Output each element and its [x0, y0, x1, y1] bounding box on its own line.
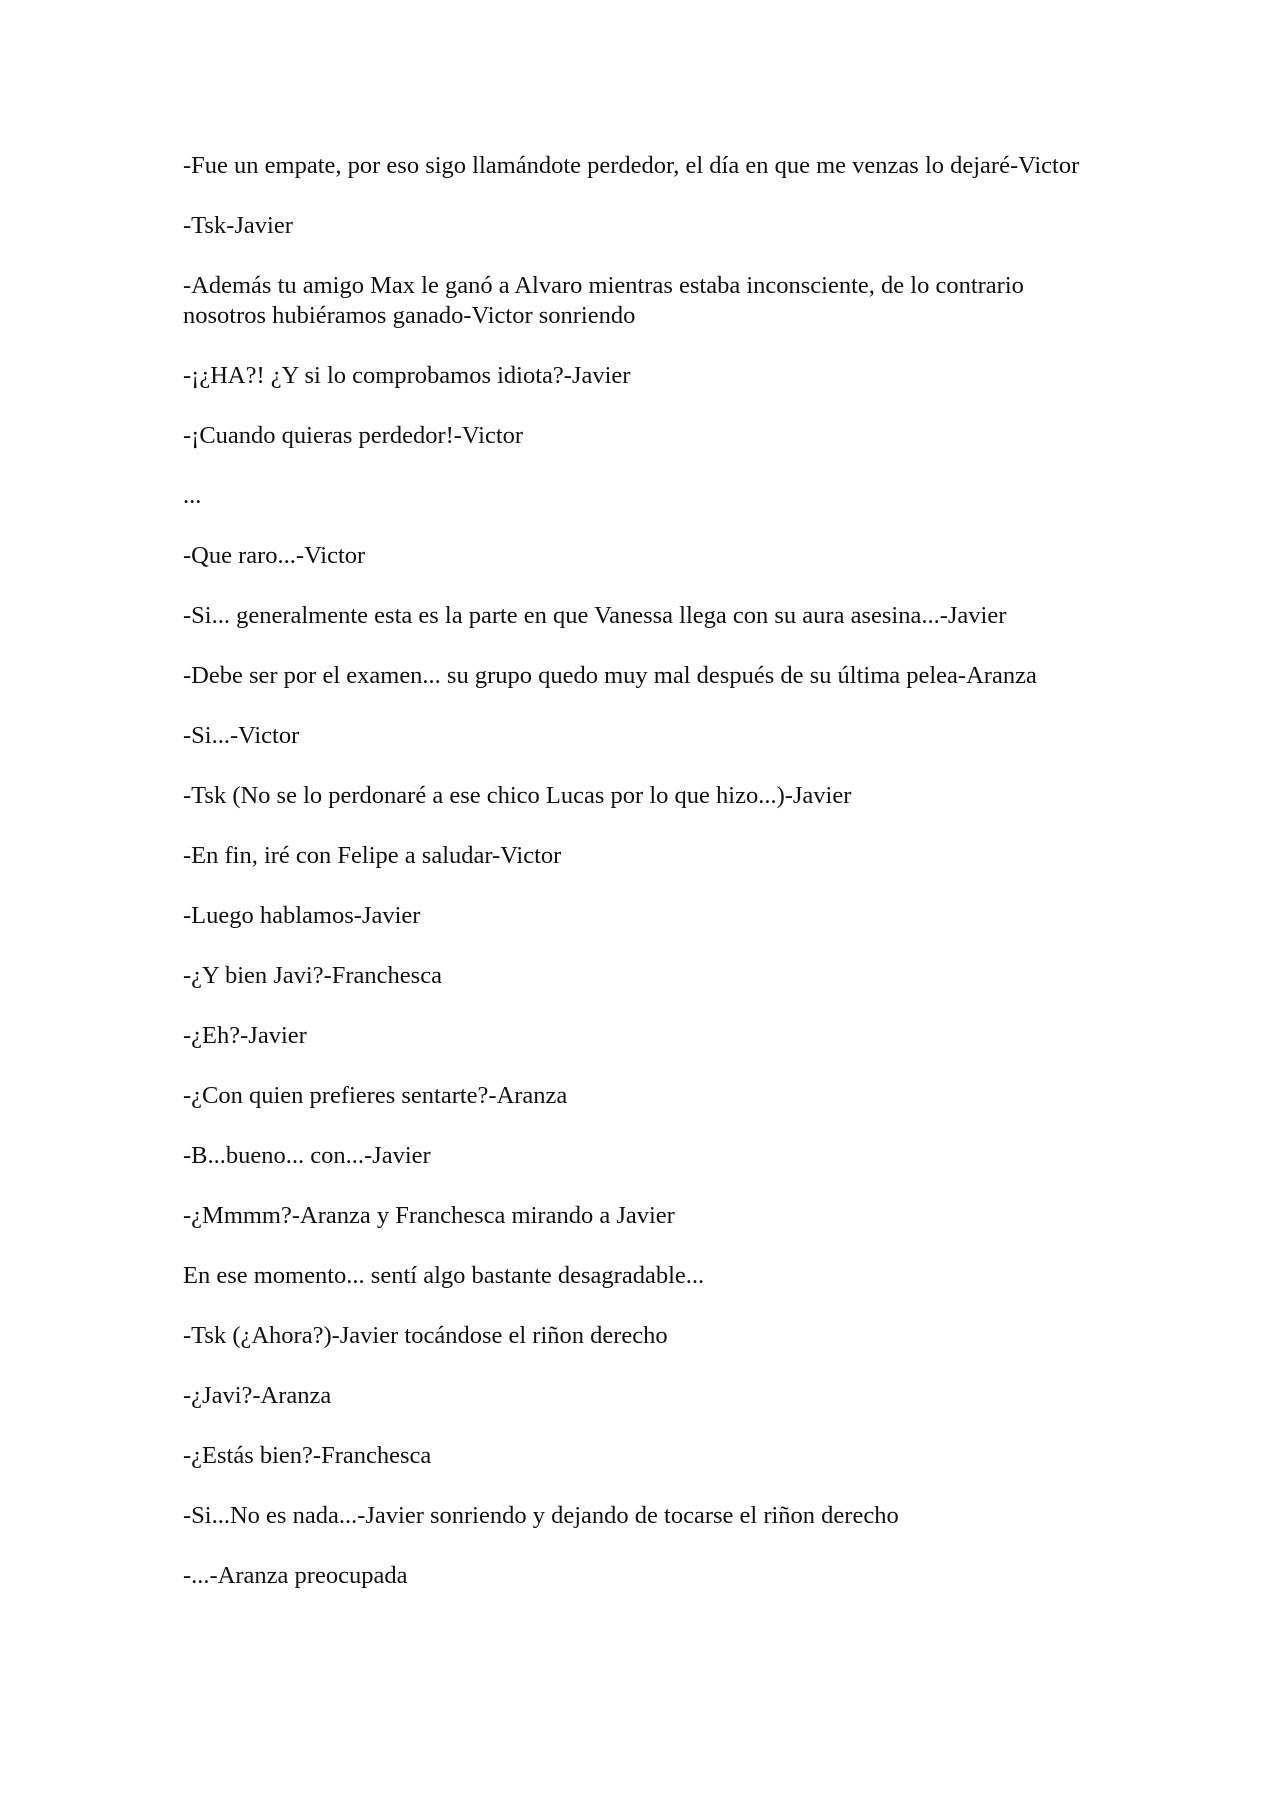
paragraph: ...	[183, 482, 202, 509]
paragraph: -Tsk (No se lo perdonaré a ese chico Lucas por lo que hizo...)-Javier	[183, 782, 852, 809]
paragraph: -En fin, iré con Felipe a saludar-Victor	[183, 842, 562, 869]
paragraph: -¡Cuando quieras perdedor!-Victor	[183, 422, 524, 449]
paragraph: -Si...-Victor	[183, 722, 300, 749]
paragraph: -¿Con quien prefieres sentarte?-Aranza	[183, 1082, 568, 1109]
paragraph: -Si... generalmente esta es la parte en que Vanessa llega con su aura asesina...-Javier	[183, 602, 1007, 629]
paragraph: -B...bueno... con...-Javier	[183, 1142, 431, 1169]
paragraph: -Debe ser por el examen... su grupo quedo muy mal después de su última pelea-Aranza	[183, 662, 1037, 689]
paragraph: -¡¿HA?! ¿Y si lo comprobamos idiota?-Javier	[183, 362, 631, 389]
document-text	[183, 151, 1103, 1621]
paragraph: -¿Mmmm?-Aranza y Franchesca mirando a Javier	[183, 1202, 675, 1229]
paragraph: -¿Javi?-Aranza	[183, 1382, 332, 1409]
paragraph: -Fue un empate, por eso sigo llamándote perdedor, el día en que me venzas lo dejaré-Victor	[183, 152, 1080, 179]
paragraph: -¿Eh?-Javier	[183, 1022, 307, 1049]
paragraph: -Tsk-Javier	[183, 212, 293, 239]
paragraph: -¿Estás bien?-Franchesca	[183, 1442, 432, 1469]
paragraph: -...-Aranza preocupada	[183, 1562, 408, 1589]
paragraph: -Que raro...-Victor	[183, 542, 366, 569]
paragraph: -Luego hablamos-Javier	[183, 902, 421, 929]
paragraph: -Además tu amigo Max le ganó a Alvaro mientras estaba inconsciente, de lo contrario nosotros hubiéramos ganado-Victor sonriendo	[183, 272, 1024, 329]
paragraph: -Tsk (¿Ahora?)-Javier tocándose el riñon derecho	[183, 1322, 668, 1349]
paragraph: -¿Y bien Javi?-Franchesca	[183, 962, 442, 989]
paragraph: En ese momento... sentí algo bastante desagradable...	[183, 1262, 705, 1289]
paragraph: -Si...No es nada...-Javier sonriendo y dejando de tocarse el riñon derecho	[183, 1502, 899, 1529]
